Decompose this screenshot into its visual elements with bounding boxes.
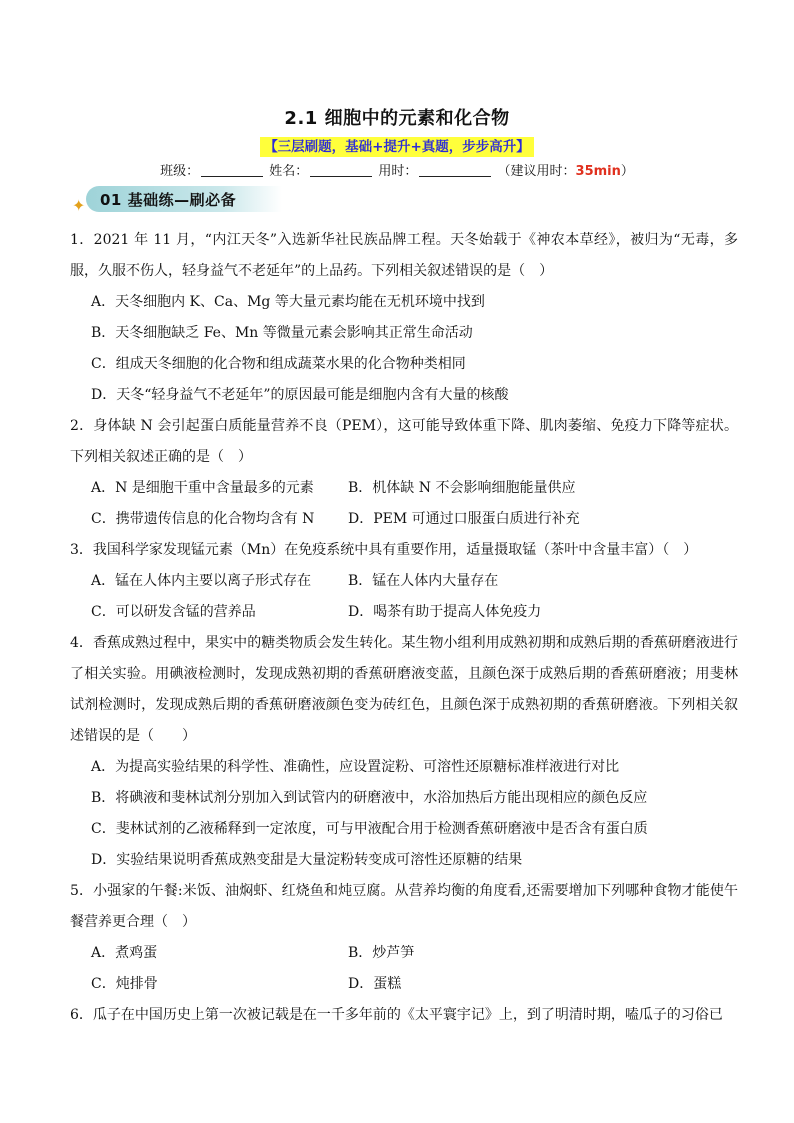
question-stem: 6．瓜子在中国历史上第一次被记载是在一千多年前的《太平寰宇记》上，到了明清时期，嗑瓜子的习俗已	[70, 1007, 723, 1023]
question-stem: 5．小强家的午餐:米饭、油焖虾、红烧鱼和炖豆腐。从营养均衡的角度看,还需要增加下列哪种食物才能使午餐营养更合理（ ）	[70, 883, 738, 930]
star-icon: ✦	[72, 196, 86, 215]
student-info-line	[0, 160, 794, 179]
name-label: 姓名：	[269, 164, 309, 179]
question-1	[70, 225, 738, 411]
page-title: 2.1 细胞中的元素和化合物	[284, 108, 510, 129]
option-a: A．锰在人体内主要以离子形式存在	[91, 573, 312, 589]
option-d: D．蛋糕	[348, 976, 402, 992]
option-a: A．天冬细胞内 K、Ca、Mg 等大量元素均能在无机环境中找到	[91, 294, 485, 310]
suggest-time: 35min	[575, 164, 621, 179]
option-c: C．携带遗传信息的化合物均含有 N	[91, 511, 315, 527]
name-blank	[310, 163, 372, 177]
question-stem: 3．我国科学家发现锰元素（Mn）在免疫系统中具有重要作用，适量摄取锰（茶叶中含量丰富）（ ）	[70, 542, 698, 558]
option-d: D．PEM 可通过口服蛋白质进行补充	[348, 511, 580, 527]
option-c: C．组成天冬细胞的化合物和组成蔬菜水果的化合物种类相同	[91, 356, 466, 372]
question-2	[70, 411, 738, 535]
question-4	[70, 628, 738, 876]
question-stem: 2．身体缺 N 会引起蛋白质能量营养不良（PEM），这可能导致体重下降、肌肉萎缩、免疫力下降等症状。下列相关叙述正确的是（ ）	[70, 418, 738, 465]
option-b: B．将碘液和斐林试剂分别加入到试管内的研磨液中，水浴加热后方能出现相应的颜色反应	[91, 790, 648, 806]
suggest-prefix: （建议用时：	[497, 164, 576, 179]
option-b: B．炒芦笋	[348, 945, 415, 961]
time-blank	[419, 163, 491, 177]
section-title: 01 基础练—刷必备	[100, 191, 237, 209]
option-a: A．N 是细胞干重中含量最多的元素	[91, 480, 314, 496]
option-d: D．天冬“轻身益气不老延年”的原因最可能是细胞内含有大量的核酸	[91, 387, 509, 403]
question-stem: 1．2021 年 11 月，“内江天冬”入选新华社民族品牌工程。天冬始载于《神农本草经》，被归为“无毒，多服，久服不伤人，轻身益气不老延年”的上品药。下列相关叙述错误的是（ ）	[70, 232, 738, 279]
option-a: A．煮鸡蛋	[91, 945, 158, 961]
option-d: D．喝茶有助于提高人体免疫力	[348, 604, 542, 620]
option-b: B．机体缺 N 不会影响细胞能量供应	[348, 480, 576, 496]
suggest-suffix: ）	[620, 164, 634, 179]
class-label: 班级：	[160, 164, 200, 179]
option-a: A．为提高实验结果的科学性、准确性，应设置淀粉、可溶性还原糖标准样液进行对比	[91, 759, 620, 775]
section-header	[70, 184, 288, 214]
time-label: 用时：	[378, 164, 418, 179]
page-subtitle: 【三层刷题，基础+提升+真题，步步高升】	[260, 137, 534, 157]
option-b: B．天冬细胞缺乏 Fe、Mn 等微量元素会影响其正常生命活动	[91, 325, 473, 341]
question-6	[70, 1000, 738, 1031]
question-5	[70, 876, 738, 1000]
option-c: C．斐林试剂的乙液稀释到一定浓度，可与甲液配合用于检测香蕉研磨液中是否含有蛋白质	[91, 821, 648, 837]
option-d: D．实验结果说明香蕉成熟变甜是大量淀粉转变成可溶性还原糖的结果	[91, 852, 523, 868]
question-3	[70, 535, 738, 628]
option-b: B．锰在人体内大量存在	[348, 573, 499, 589]
option-c: C．可以研发含锰的营养品	[91, 604, 256, 620]
option-c: C．炖排骨	[91, 976, 158, 992]
question-stem: 4．香蕉成熟过程中，果实中的糖类物质会发生转化。某生物小组利用成熟初期和成熟后期的香蕉研磨液进行了相关实验。用碘液检测时，发现成熟初期的香蕉研磨液变蓝，且颜色深于成熟后期的香蕉研磨液；用斐林试剂检测时，发现成熟后期的香蕉研磨液颜色变为砖红色，且颜色深于成熟初期的香蕉研磨液。下列相关叙述错误的是（ ）	[70, 635, 738, 744]
class-blank	[201, 163, 263, 177]
question-list	[70, 225, 738, 1031]
